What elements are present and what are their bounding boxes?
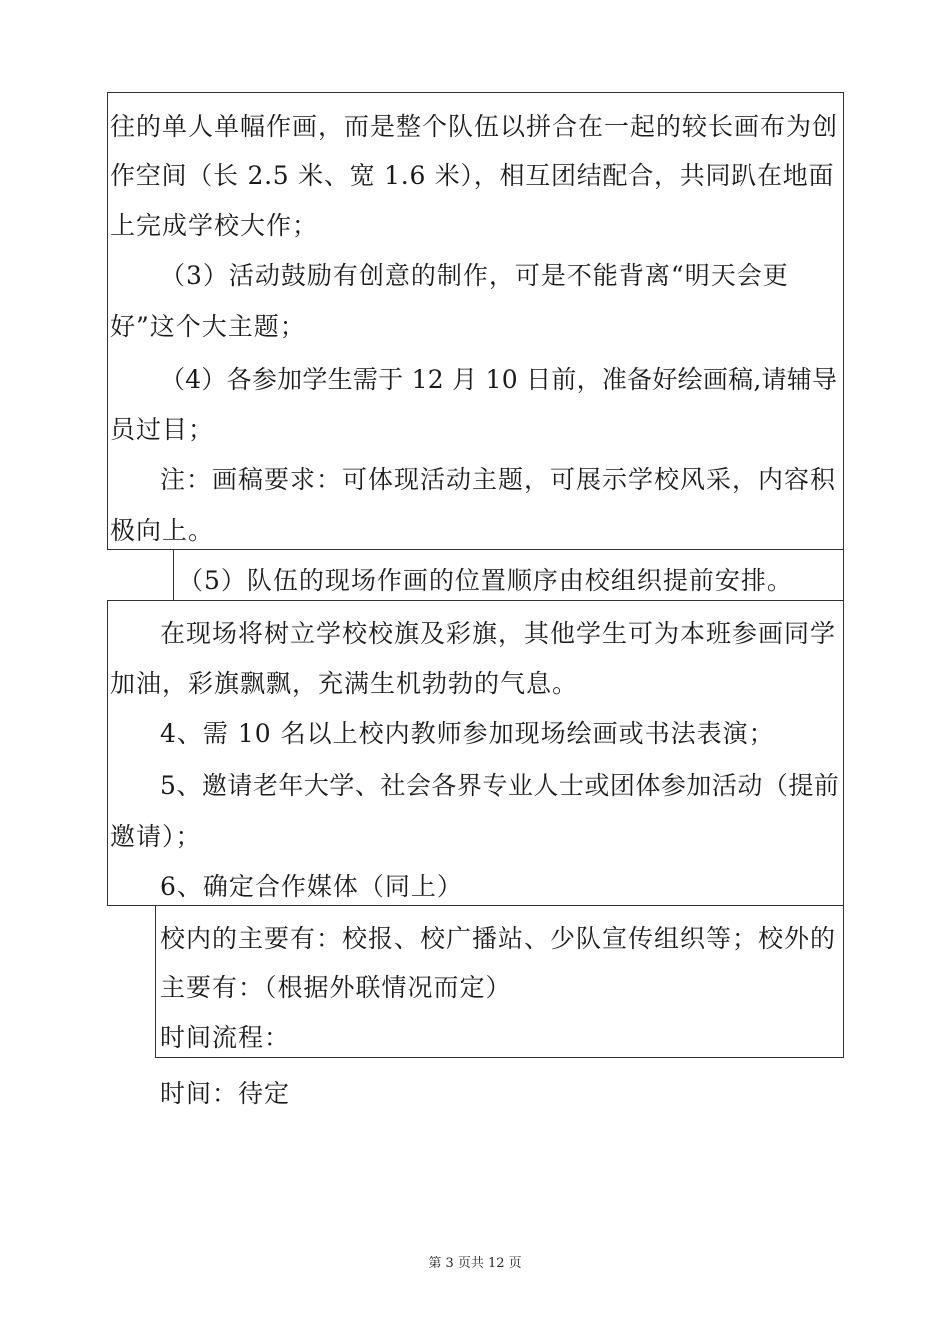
paragraph-line: 员过目； — [110, 415, 215, 444]
paragraph-line: 极向上。 — [110, 516, 215, 545]
paragraph-line: 在现场将树立学校校旗及彩旗，其他学生可为本班参画同学 — [160, 619, 837, 648]
paragraph-line: 4、需 10 名以上校内教师参加现场绘画或书法表演； — [160, 719, 775, 748]
paragraph-line: 时间流程： — [160, 1023, 291, 1052]
paragraph-line: 5、邀请老年大学、社会各界专业人士或团体参加活动（提前 — [160, 771, 840, 800]
paragraph-line: 6、确定合作媒体（同上） — [160, 872, 463, 901]
paragraph-line: 往的单人单幅作画，而是整个队伍以拼合在一起的较长画布为创 — [110, 112, 839, 141]
paragraph-line: （3）活动鼓励有创意的制作，可是不能背离“明天会更 — [160, 261, 789, 290]
paragraph-line: 邀请）； — [110, 822, 202, 851]
paragraph-line: 上完成学校大作； — [110, 211, 319, 240]
paragraph-line: 作空间（长 2.5 米、宽 1.6 米），相互团结配合，共同趴在地面 — [110, 161, 835, 190]
time-line: 时间：待定 — [160, 1079, 291, 1108]
paragraph-line: 加油，彩旗飘飘，充满生机勃勃的气息。 — [110, 669, 579, 698]
paragraph-line: 注：画稿要求：可体现活动主题，可展示学校风采，内容积 — [160, 465, 837, 494]
paragraph-line: 校内的主要有：校报、校广播站、少队宣传组织等；校外的 — [160, 924, 837, 953]
paragraph-line: 主要有：（根据外联情况而定） — [160, 973, 512, 1002]
paragraph-line: （4）各参加学生需于 12 月 10 日前，准备好绘画稿,请辅导 — [160, 365, 838, 394]
page-number: 第 3 页共 12 页 — [428, 1256, 522, 1271]
paragraph-line: （5）队伍的现场作画的位置顺序由校组织提前安排。 — [178, 566, 793, 595]
paragraph-line: 好”这个大主题； — [110, 312, 306, 341]
